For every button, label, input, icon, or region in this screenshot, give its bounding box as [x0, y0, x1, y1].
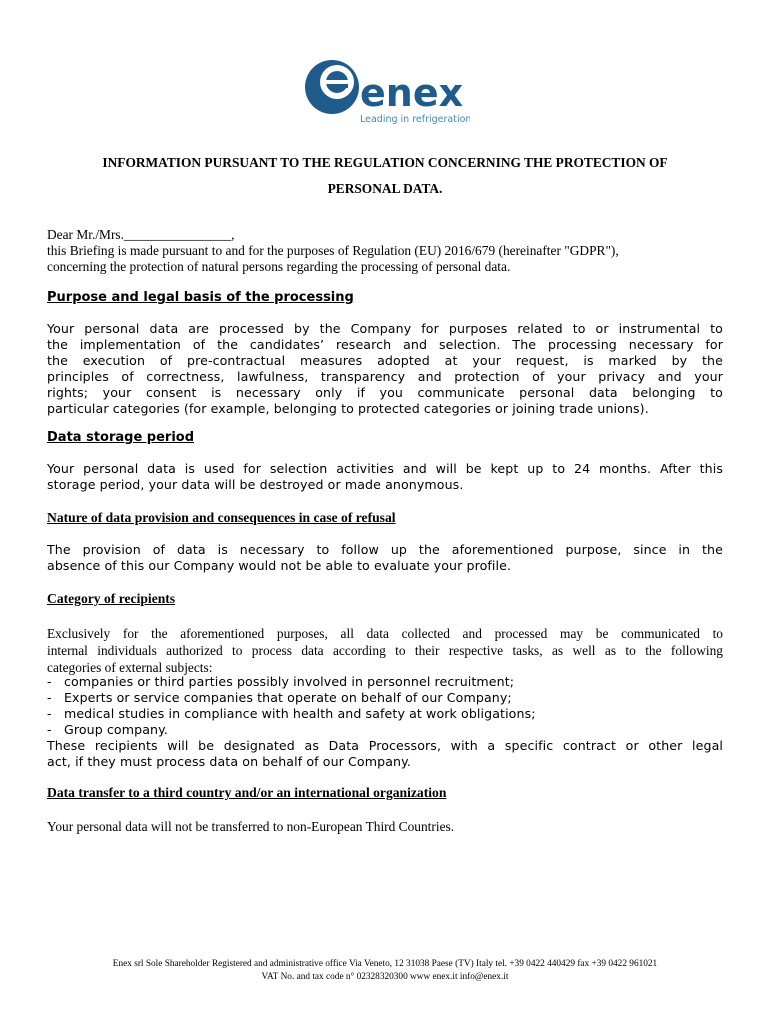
- recipients-outro-line: These recipients will be designated as Data Processors, with a specific contract or other legal: [47, 738, 723, 753]
- purpose-line: the execution of pre-contractual measures adopted at your request, is marked by the: [47, 353, 723, 368]
- purpose-line: the implementation of the candidates’ research and selection. The processing necessary for: [47, 337, 723, 352]
- recipients-intro-line: Exclusively for the aforementioned purposes, all data collected and processed may be communicated to: [47, 626, 723, 641]
- storage-heading: Data storage period: [47, 430, 195, 445]
- purpose-line: principles of correctness, lawfulness, transparency and protection of your privacy and your: [47, 369, 723, 384]
- recipients-heading: Category of recipients: [47, 591, 176, 606]
- purpose-line: Your personal data are processed by the Company for purposes related to or instrumental to: [47, 321, 723, 336]
- svg-text:enex: enex: [360, 71, 464, 115]
- list-item: - Group company.: [47, 722, 168, 737]
- svg-text:Leading in refrigeration: Leading in refrigeration: [360, 114, 470, 125]
- transfer-heading: Data transfer to a third country and/or an international organization: [47, 785, 447, 800]
- list-item: - medical studies in compliance with health and safety at work obligations;: [47, 706, 536, 721]
- provision-paragraph: [47, 542, 723, 574]
- recipients-intro: [47, 625, 723, 676]
- storage-line: storage period, your data will be destroyed or made anonymous.: [47, 477, 464, 492]
- purpose-line: particular categories (for example, belonging to protected categories or joining trade unions).: [47, 401, 649, 416]
- footer-line-1: Enex srl Sole Shareholder Registered and administrative office Via Veneto, 12 31038 Paese (TV) Italy tel. +39 0422 440429 fax +39 0422 961021: [112, 959, 658, 969]
- recipients-outro-line: act, if they must process data on behalf of our Company.: [47, 754, 411, 769]
- greeting: [47, 227, 723, 275]
- title-line-1: INFORMATION PURSUANT TO THE REGULATION CONCERNING THE PROTECTION OF: [102, 155, 668, 170]
- transfer-paragraph: Your personal data will not be transferred to non-European Third Countries.: [47, 819, 455, 834]
- greeting-line-1: this Briefing is made pursuant to and for the purposes of Regulation (EU) 2016/679 (hereinafter "GDPR"),: [47, 243, 619, 258]
- recipients-list: [47, 674, 723, 770]
- salutation: Dear Mr./Mrs.________________,: [47, 227, 235, 242]
- greeting-line-2: concerning the protection of natural persons regarding the processing of personal data.: [47, 259, 511, 274]
- storage-paragraph: [47, 461, 723, 493]
- list-item: - companies or third parties possibly involved in personnel recruitment;: [47, 674, 515, 689]
- recipients-intro-line: internal individuals authorized to process data according to their respective tasks, as well as to the following: [47, 643, 723, 658]
- list-item: - Experts or service companies that operate on behalf of our Company;: [47, 690, 512, 705]
- enex-logo-mark: [300, 54, 470, 126]
- storage-line: Your personal data is used for selection activities and will be kept up to 24 months. After this: [47, 461, 723, 476]
- company-logo: [300, 54, 470, 126]
- purpose-line: rights; your consent is necessary only if you communicate personal data belonging to: [47, 385, 723, 400]
- provision-heading: Nature of data provision and consequences in case of refusal: [47, 510, 396, 525]
- document-title: [40, 150, 730, 202]
- purpose-paragraph: [47, 321, 723, 417]
- page-footer: [40, 958, 730, 984]
- recipients-intro-line: categories of external subjects:: [47, 660, 213, 675]
- provision-line: The provision of data is necessary to follow up the aforementioned purpose, since in the: [47, 542, 723, 557]
- title-line-2: PERSONAL DATA.: [327, 181, 443, 196]
- provision-line: absence of this our Company would not be able to evaluate your profile.: [47, 558, 512, 573]
- footer-line-2: VAT No. and tax code n° 02328320300 www enex.it info@enex.it: [261, 972, 509, 982]
- purpose-heading: Purpose and legal basis of the processing: [47, 290, 354, 305]
